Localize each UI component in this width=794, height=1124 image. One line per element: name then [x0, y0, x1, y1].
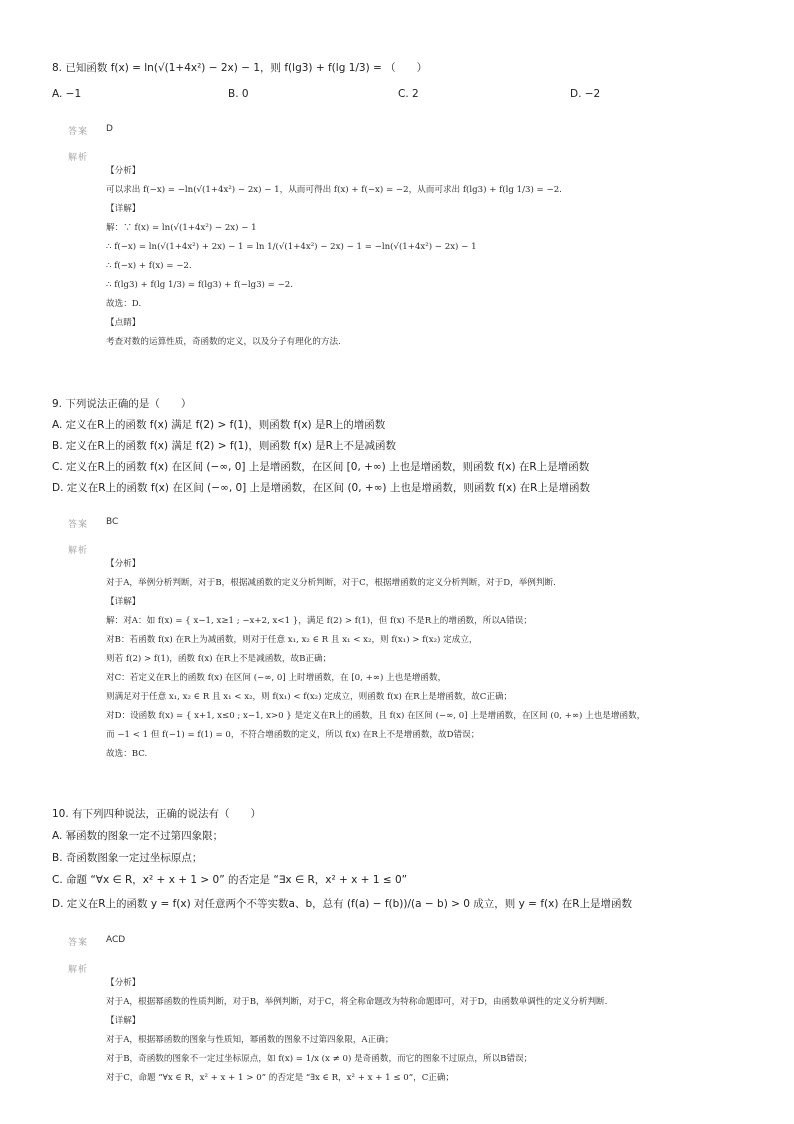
question-10-option-b: B. 奇函数图象一定过坐标原点；: [52, 852, 203, 864]
question-10-option-d: D. 定义在R上的函数 y = f(x) 对任意两个不等实数a、b，总有 (f(a) − f(b))/(a − b) > 0 成立，则 y = f(x) 在R上是增函数: [52, 898, 633, 910]
solution-line: 对B：若函数 f(x) 在R上为减函数，则对于任意 x₁, x₂ ∈ R 且 x₁ < x₂，则 f(x₁) > f(x₂) 定成立，: [106, 635, 478, 645]
solution-line: 考查对数的运算性质，奇函数的定义，以及分子有理化的方法.: [106, 337, 341, 347]
question-10-stem: 10. 有下列四种说法，正确的说法有（ ）: [52, 808, 262, 820]
solution-line: 对C：若定义在R上的函数 f(x) 在区间 (−∞, 0] 上时增函数，在 [0, +∞) 上也是增函数，: [106, 673, 447, 683]
question-8-stem: 8. 已知函数 f(x) = ln(√(1+4x²) − 2x) − 1，则 f(lg3) + f(lg 1/3) = （ ）: [52, 62, 428, 74]
solution-line: 可以求出 f(−x) = −ln(√(1+4x²) − 2x) − 1，从而可得出 f(x) + f(−x) = −2，从而可求出 f(lg3) + f(lg 1/3) = −2.: [106, 185, 562, 195]
solution-line: 【点睛】: [106, 318, 141, 328]
solution-line: 故选：D.: [106, 299, 142, 309]
solution-line: 对于C，命题 “∀x ∈ R，x² + x + 1 > 0” 的否定是 “∃x ∈ R，x² + x + 1 ≤ 0”，C正确；: [106, 1073, 455, 1083]
solution-line: 对D：设函数 f(x) = { x+1, x≤0 ; x−1, x>0 } 是定义在R上的函数，且 f(x) 在区间 (−∞, 0] 上是增函数，在区间 (0, +∞) 上也是增函数，: [106, 711, 646, 721]
solution-line: 【详解】: [106, 204, 141, 214]
question-10-option-c: C. 命题 “∀x ∈ R，x² + x + 1 > 0” 的否定是 “∃x ∈ R，x² + x + 1 ≤ 0”: [52, 874, 408, 886]
question-10-option-a: A. 幂函数的图象一定不过第四象限；: [52, 830, 224, 842]
question-8-answer: D: [106, 124, 113, 134]
solution-line: 对于A，根据幂函数的图象与性质知，幂函数的图象不过第四象限，A正确；: [106, 1035, 394, 1045]
question-9-option-c: C. 定义在R上的函数 f(x) 在区间 (−∞, 0] 上是增函数，在区间 [0, +∞) 上也是增函数，则函数 f(x) 在R上是增函数: [52, 461, 590, 473]
answer-label: 答案: [68, 127, 89, 137]
solution-line: ∴ f(lg3) + f(lg 1/3) = f(lg3) + f(−lg3) = −2.: [106, 280, 293, 290]
question-8-option-c: C. 2: [398, 88, 419, 100]
solution-line: 解：∵ f(x) = ln(√(1+4x²) − 2x) − 1: [106, 223, 257, 233]
question-8-solution: [106, 162, 562, 352]
solution-line: 【分析】: [106, 978, 141, 988]
answer-label: 答案: [68, 938, 89, 948]
solution-line: 【详解】: [106, 597, 141, 607]
solution-line: 则若 f(2) > f(1)，函数 f(x) 在R上不是减函数，故B正确；: [106, 654, 332, 664]
solution-line: 解：对A：如 f(x) = { x−1, x≥1 ; −x+2, x<1 }，满足 f(2) > f(1)，但 f(x) 不是R上的增函数，所以A错误；: [106, 616, 532, 626]
solution-line: 【详解】: [106, 1016, 141, 1026]
question-9-answer: BC: [106, 517, 119, 527]
analysis-label: 解析: [68, 546, 89, 556]
solution-line: 对于B，奇函数的图象不一定过坐标原点，如 f(x) = 1/x (x ≠ 0) 是奇函数，而它的图象不过原点，所以B错误；: [106, 1054, 533, 1064]
question-9-stem: 9. 下列说法正确的是（ ）: [52, 398, 192, 410]
solution-line: 对于A，举例分析判断，对于B，根据减函数的定义分析判断，对于C，根据增函数的定义分析判断，对于D，举例判断.: [106, 578, 556, 588]
solution-line: ∴ f(−x) + f(x) = −2.: [106, 261, 192, 271]
answer-label: 答案: [68, 520, 89, 530]
question-8-option-d: D. −2: [570, 88, 601, 100]
question-8-option-a: A. −1: [52, 88, 82, 100]
question-9-option-d: D. 定义在R上的函数 f(x) 在区间 (−∞, 0] 上是增函数，在区间 (0, +∞) 上也是增函数，则函数 f(x) 在R上是增函数: [52, 482, 590, 494]
solution-line: 则满足对于任意 x₁, x₂ ∈ R 且 x₁ < x₂，则 f(x₁) < f(x₂) 定成立，则函数 f(x) 在R上是增函数，故C正确；: [106, 692, 513, 702]
question-10-answer: ACD: [106, 935, 126, 945]
question-9-option-a: A. 定义在R上的函数 f(x) 满足 f(2) > f(1)，则函数 f(x) 是R上的增函数: [52, 419, 386, 431]
solution-line: 【分析】: [106, 559, 141, 569]
question-9-solution: [106, 555, 645, 764]
solution-line: 故选：BC.: [106, 749, 148, 759]
analysis-label: 解析: [68, 153, 89, 163]
solution-line: 而 −1 < 1 但 f(−1) = f(1) = 0，不符合增函数的定义，所以 f(x) 在R上不是增函数，故D错误；: [106, 730, 480, 740]
question-9-option-b: B. 定义在R上的函数 f(x) 满足 f(2) > f(1)，则函数 f(x) 是R上不是减函数: [52, 440, 396, 452]
question-8-option-b: B. 0: [228, 88, 249, 100]
solution-line: 【分析】: [106, 166, 141, 176]
solution-line: ∴ f(−x) = ln(√(1+4x²) + 2x) − 1 = ln 1/(√(1+4x²) − 2x) − 1 = −ln(√(1+4x²) − 2x) − 1: [106, 242, 477, 252]
question-10-solution: [106, 974, 607, 1088]
solution-line: 对于A，根据幂函数的性质判断，对于B，举例判断，对于C，将全称命题改为特称命题即可，对于D，由函数单调性的定义分析判断.: [106, 997, 608, 1007]
analysis-label: 解析: [68, 965, 89, 975]
